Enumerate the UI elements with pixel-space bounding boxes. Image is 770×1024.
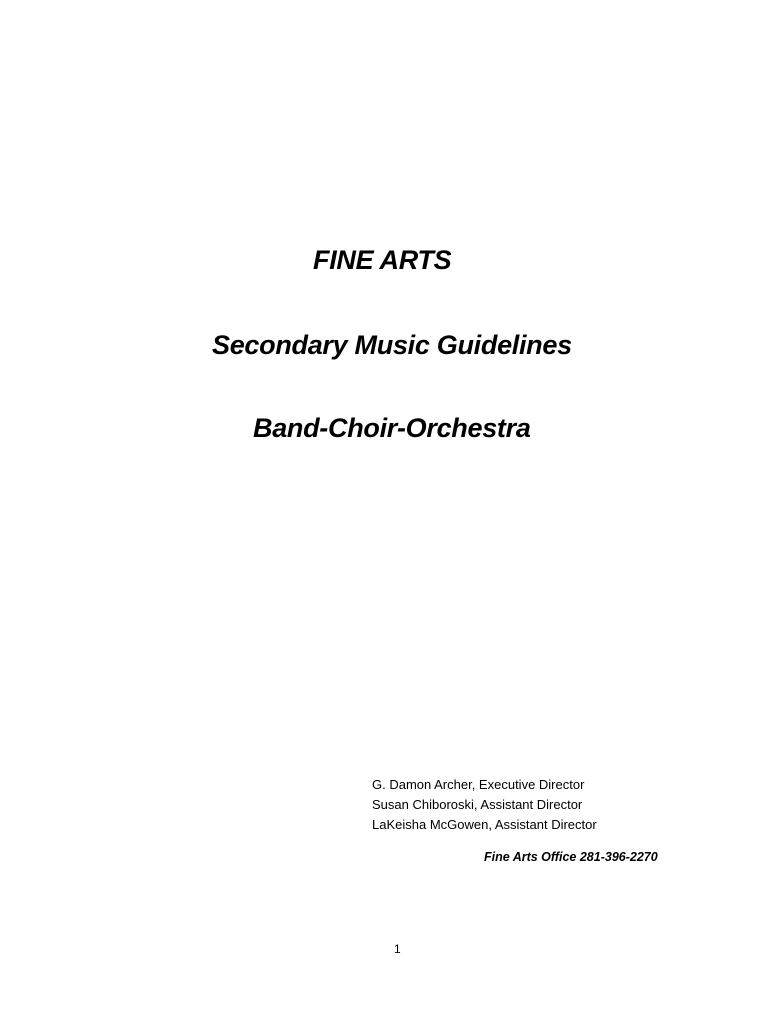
office-contact: Fine Arts Office 281-396-2270 [484, 850, 658, 864]
staff-assistant-director-2: LaKeisha McGowen, Assistant Director [372, 817, 597, 832]
subtitle: Secondary Music Guidelines [212, 330, 572, 360]
staff-assistant-director-1: Susan Chiboroski, Assistant Director [372, 797, 583, 812]
program-title: Band-Choir-Orchestra [253, 413, 531, 443]
staff-list [372, 775, 597, 835]
staff-executive-director: G. Damon Archer, Executive Director [372, 777, 585, 792]
main-title: FINE ARTS [313, 245, 452, 275]
page-number: 1 [394, 942, 401, 956]
